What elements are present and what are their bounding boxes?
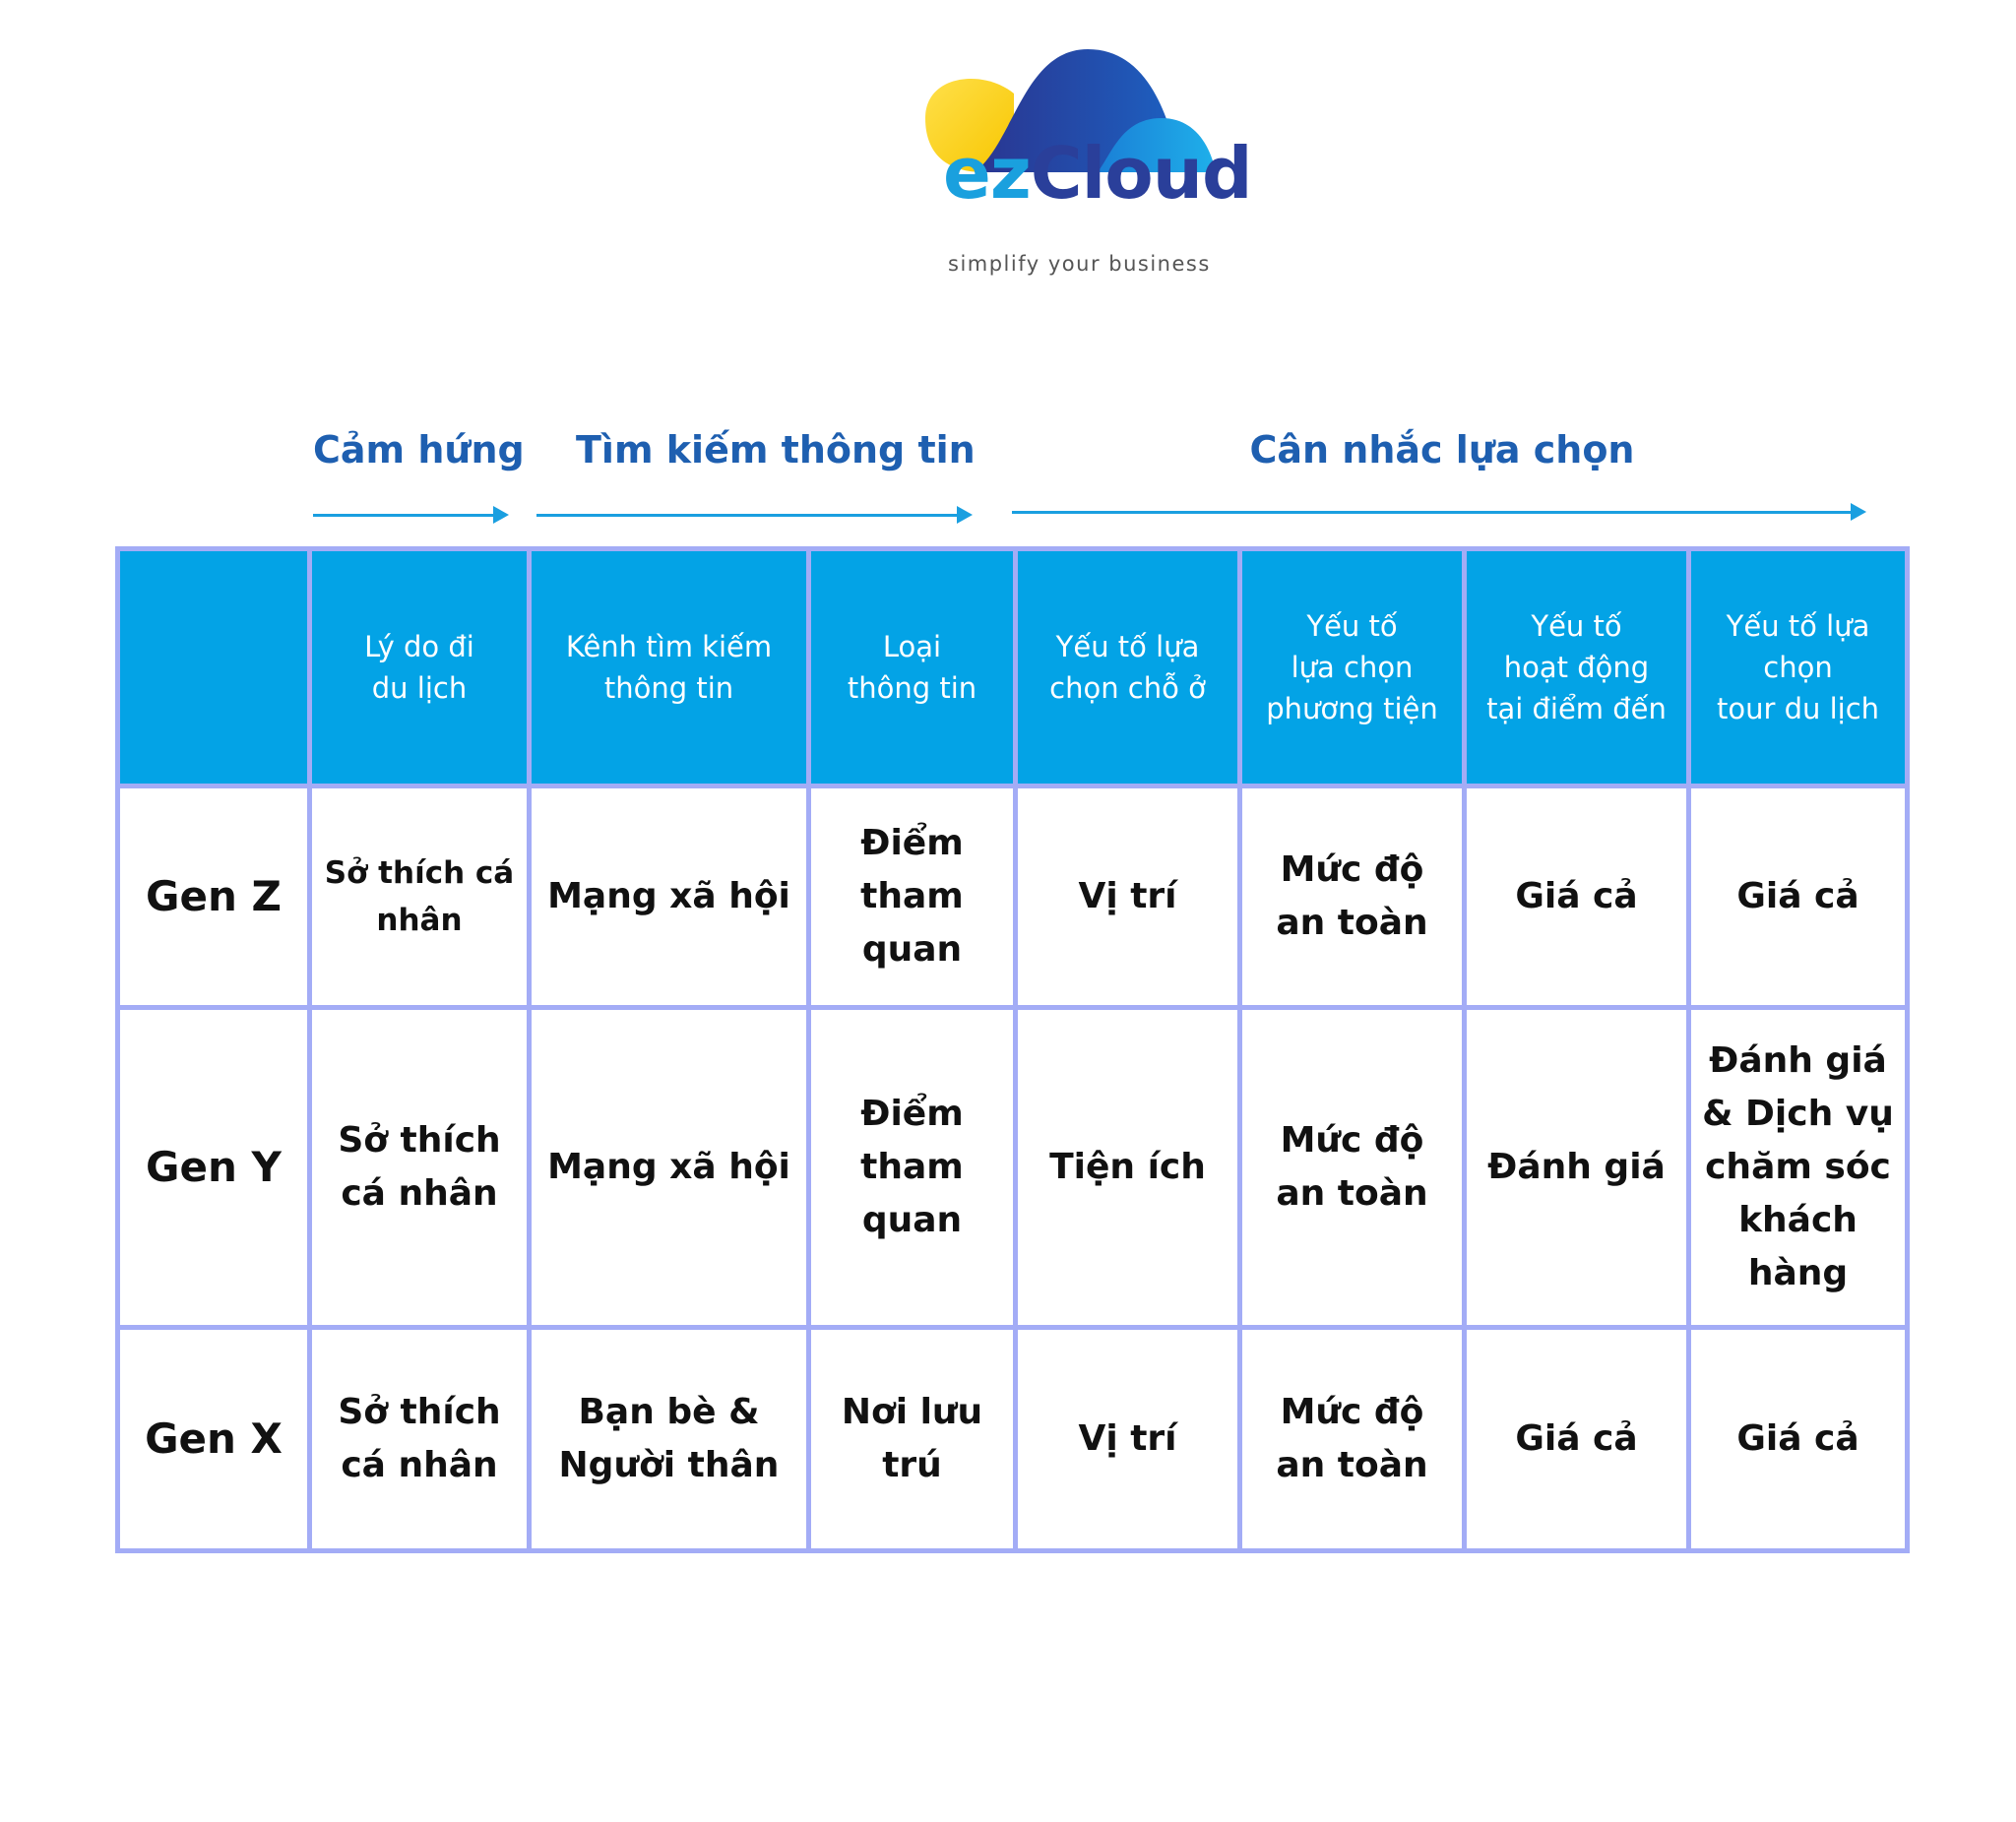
stage-arrow-inspiration [313, 514, 503, 517]
table-cell: Mức độ an toàn [1240, 1328, 1465, 1551]
table-cell: Điểm tham quan [809, 1008, 1016, 1328]
stage-label-info-search: Tìm kiếm thông tin [576, 428, 976, 471]
table-row [118, 786, 1908, 1008]
table-cell: Giá cả [1689, 786, 1908, 1008]
row-label-gen-x: Gen X [118, 1328, 310, 1551]
table-cell: Bạn bè & Người thân [530, 1328, 809, 1551]
brand-name-part1: ez [943, 132, 1031, 215]
table-cell: Đánh giá & Dịch vụ chăm sóc khách hàng [1689, 1008, 1908, 1328]
header-cell: Yếu tố hoạt động tại điểm đến [1465, 549, 1689, 786]
table-cell: Mạng xã hội [530, 786, 809, 1008]
header-cell: Yếu tố lựa chọn phương tiện [1240, 549, 1465, 786]
table-cell: Giá cả [1465, 1328, 1689, 1551]
row-label-gen-y: Gen Y [118, 1008, 310, 1328]
table-cell: Tiện ích [1016, 1008, 1240, 1328]
header-cell: Kênh tìm kiếm thông tin [530, 549, 809, 786]
table-cell: Mức độ an toàn [1240, 786, 1465, 1008]
stage-arrow-consideration [1012, 511, 1860, 514]
brand-name-part2: Cloud [1030, 132, 1252, 215]
header-cell: Yếu tố lựa chọn chỗ ở [1016, 549, 1240, 786]
table-row [118, 1328, 1908, 1551]
generation-comparison-table [115, 546, 1910, 1553]
table-cell: Điểm tham quan [809, 786, 1016, 1008]
table-cell: Giá cả [1689, 1328, 1908, 1551]
table-cell: Mạng xã hội [530, 1008, 809, 1328]
header-cell: Lý do đi du lịch [310, 549, 530, 786]
table-cell: Sở thích cá nhân [310, 1008, 530, 1328]
table-cell: Vị trí [1016, 1328, 1240, 1551]
brand-name [943, 132, 1252, 215]
table-cell: Sở thích cá nhân [310, 1328, 530, 1551]
table-cell: Vị trí [1016, 786, 1240, 1008]
table-cell: Nơi lưu trú [809, 1328, 1016, 1551]
stage-label-consideration: Cân nhắc lựa chọn [1249, 428, 1635, 471]
header-cell-empty [118, 549, 310, 786]
table-cell: Đánh giá [1465, 1008, 1689, 1328]
table-row [118, 1008, 1908, 1328]
stage-arrow-info-search [536, 514, 967, 517]
table-header-row [118, 549, 1908, 786]
header-cell: Yếu tố lựa chọn tour du lịch [1689, 549, 1908, 786]
row-label-gen-z: Gen Z [118, 786, 310, 1008]
brand-tagline: simplify your business [948, 252, 1211, 276]
table-cell: Sở thích cá nhân [310, 786, 530, 1008]
header-cell: Loại thông tin [809, 549, 1016, 786]
table-cell: Mức độ an toàn [1240, 1008, 1465, 1328]
stage-label-inspiration: Cảm hứng [313, 428, 525, 471]
table-cell: Giá cả [1465, 786, 1689, 1008]
